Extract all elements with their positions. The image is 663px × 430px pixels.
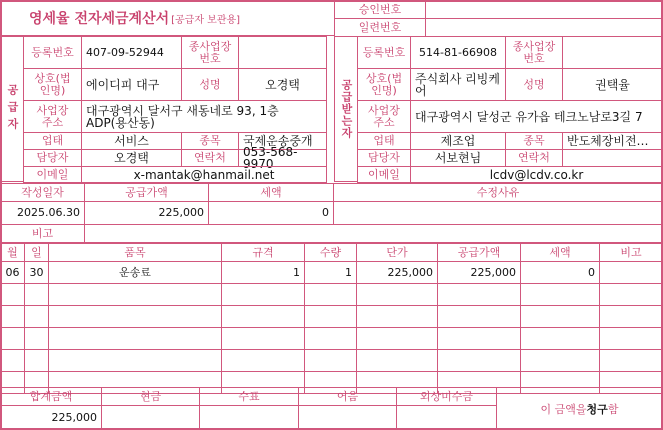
supplier-contact-label: 연락처: [181, 149, 239, 167]
col-header-day: 일: [24, 243, 49, 262]
credit-label: 외상미수금: [396, 387, 497, 406]
item-cell-month: [0, 349, 25, 372]
item-cell-item: [48, 349, 222, 372]
item-cell-supply: [437, 283, 521, 306]
item-cell-note: [599, 261, 663, 284]
title-main: 영세율 전자세금계산서: [29, 11, 170, 27]
buyer-name: 주식회사 리빙케어: [410, 68, 506, 101]
claim-statement: [496, 387, 663, 430]
item-cell-note: [599, 305, 663, 328]
col-header-tax: 세액: [520, 243, 600, 262]
col-header-supply: 공급가액: [437, 243, 521, 262]
supplier-regno-label: 등록번호: [23, 36, 82, 69]
buyer-rep: 권택율: [562, 68, 663, 101]
buyer-email-label: 이메일: [357, 166, 411, 183]
item-cell-supply: 225,000: [437, 261, 521, 284]
supplier-branch: [238, 36, 327, 69]
item-cell-note: [599, 349, 663, 372]
total-value: 225,000: [0, 405, 102, 430]
buyer-type: 제조업: [410, 132, 506, 150]
supplier-type-label: 업태: [23, 132, 82, 150]
supplier-item-label: 종목: [181, 132, 239, 150]
buyer-manager-label: 담당자: [357, 149, 411, 167]
item-cell-tax: [520, 283, 600, 306]
supplier-type: 서비스: [81, 132, 182, 150]
buyer-type-label: 업태: [357, 132, 411, 150]
item-cell-day: [24, 283, 49, 306]
item-cell-spec: 1: [221, 261, 305, 284]
supplier-addr: 대구광역시 달서구 새동네로 93, 1층 ADP(용산동): [81, 100, 327, 133]
item-cell-unit: [356, 305, 438, 328]
item-cell-unit: [356, 327, 438, 350]
statement-post: 함: [607, 402, 619, 416]
item-cell-tax: [520, 305, 600, 328]
supplier-side-label: [0, 36, 24, 182]
buyer-name-label: 상호(법인명): [357, 68, 411, 101]
date-label: 작성일자: [0, 183, 85, 202]
invoice-title: [0, 0, 335, 36]
item-cell-month: [0, 327, 25, 350]
supplier-manager: 오경택: [81, 149, 182, 167]
bill-label: 어음: [298, 387, 397, 406]
item-cell-supply: [437, 305, 521, 328]
item-cell-item: 운송료: [48, 261, 222, 284]
supplier-regno: 407-09-52944: [81, 36, 182, 69]
item-cell-unit: [356, 349, 438, 372]
supplier-name-label: 상호(법인명): [23, 68, 82, 101]
buyer-email: lcdv@lcdv.co.kr: [410, 166, 663, 183]
credit-value: [396, 405, 497, 430]
item-cell-tax: [520, 327, 600, 350]
item-cell-qty: 1: [304, 261, 357, 284]
supplier-email: x-mantak@hanmail.net: [81, 166, 327, 183]
cash-label: 현금: [101, 387, 200, 406]
item-cell-supply: [437, 327, 521, 350]
serial-no-label: 일련번호: [334, 18, 426, 37]
note-value: [84, 224, 663, 243]
item-cell-qty: [304, 283, 357, 306]
supplier-manager-label: 담당자: [23, 149, 82, 167]
col-header-item: 품목: [48, 243, 222, 262]
item-cell-day: [24, 327, 49, 350]
buyer-contact: [562, 149, 663, 167]
item-cell-supply: [437, 349, 521, 372]
cash-value: [101, 405, 200, 430]
item-cell-spec: [221, 305, 305, 328]
buyer-addr: 대구광역시 달성군 유가읍 테크노남로3길 7: [410, 100, 663, 133]
supplier-item: 국제운송중개: [238, 132, 327, 150]
reason-label: 수정사유: [333, 183, 663, 202]
col-header-spec: 규격: [221, 243, 305, 262]
supplier-contact: 053-568-9970: [238, 149, 327, 167]
note-label: 비고: [0, 224, 85, 243]
item-cell-qty: [304, 349, 357, 372]
item-cell-qty: [304, 327, 357, 350]
item-cell-day: [24, 305, 49, 328]
total-label: 합계금액: [0, 387, 102, 406]
supply-value: 225,000: [84, 201, 209, 225]
buyer-item-label: 종목: [505, 132, 563, 150]
col-header-month: 월: [0, 243, 25, 262]
item-cell-month: [0, 283, 25, 306]
item-cell-tax: 0: [520, 261, 600, 284]
buyer-branch-label: 종사업장번호: [505, 36, 563, 69]
buyer-side-text: 공급받는자: [340, 79, 353, 139]
item-cell-tax: [520, 349, 600, 372]
buyer-side-label: [334, 36, 358, 182]
tax-label: 세액: [208, 183, 334, 202]
supplier-rep-label: 성명: [181, 68, 239, 101]
item-cell-day: 30: [24, 261, 49, 284]
supply-label: 공급가액: [84, 183, 209, 202]
item-cell-month: [0, 305, 25, 328]
check-label: 수표: [199, 387, 299, 406]
buyer-rep-label: 성명: [505, 68, 563, 101]
item-cell-spec: [221, 327, 305, 350]
approval-no-value: [425, 0, 663, 19]
item-cell-spec: [221, 283, 305, 306]
statement-word: 청구: [586, 402, 608, 416]
supplier-email-label: 이메일: [23, 166, 82, 183]
item-cell-unit: 225,000: [356, 261, 438, 284]
item-cell-note: [599, 283, 663, 306]
serial-no-value: [425, 18, 663, 37]
bill-value: [298, 405, 397, 430]
col-header-note: 비고: [599, 243, 663, 262]
item-cell-note: [599, 327, 663, 350]
item-cell-month: 06: [0, 261, 25, 284]
buyer-contact-label: 연락처: [505, 149, 563, 167]
item-cell-item: [48, 327, 222, 350]
item-cell-qty: [304, 305, 357, 328]
approval-no-label: 승인번호: [334, 0, 426, 19]
buyer-addr-label: 사업장주소: [357, 100, 411, 133]
supplier-name: 에이디피 대구: [81, 68, 182, 101]
title-sub: [공급자 보관용]: [171, 14, 241, 26]
buyer-item: 반도체장비전…: [562, 132, 663, 150]
col-header-unit: 단가: [356, 243, 438, 262]
item-cell-item: [48, 283, 222, 306]
buyer-regno: 514-81-66908: [410, 36, 506, 69]
buyer-regno-label: 등록번호: [357, 36, 411, 69]
buyer-manager: 서보현님: [410, 149, 506, 167]
statement-pre: 이 금액을: [540, 402, 587, 416]
date-value: 2025.06.30: [0, 201, 85, 225]
supplier-side-text: 공급자: [6, 83, 19, 135]
check-value: [199, 405, 299, 430]
supplier-rep: 오경택: [238, 68, 327, 101]
item-cell-item: [48, 305, 222, 328]
item-cell-spec: [221, 349, 305, 372]
buyer-branch: [562, 36, 663, 69]
supplier-addr-label: 사업장주소: [23, 100, 82, 133]
item-cell-day: [24, 349, 49, 372]
tax-value: 0: [208, 201, 334, 225]
item-cell-unit: [356, 283, 438, 306]
col-header-qty: 수량: [304, 243, 357, 262]
reason-value: [333, 201, 663, 225]
supplier-branch-label: 종사업장번호: [181, 36, 239, 69]
